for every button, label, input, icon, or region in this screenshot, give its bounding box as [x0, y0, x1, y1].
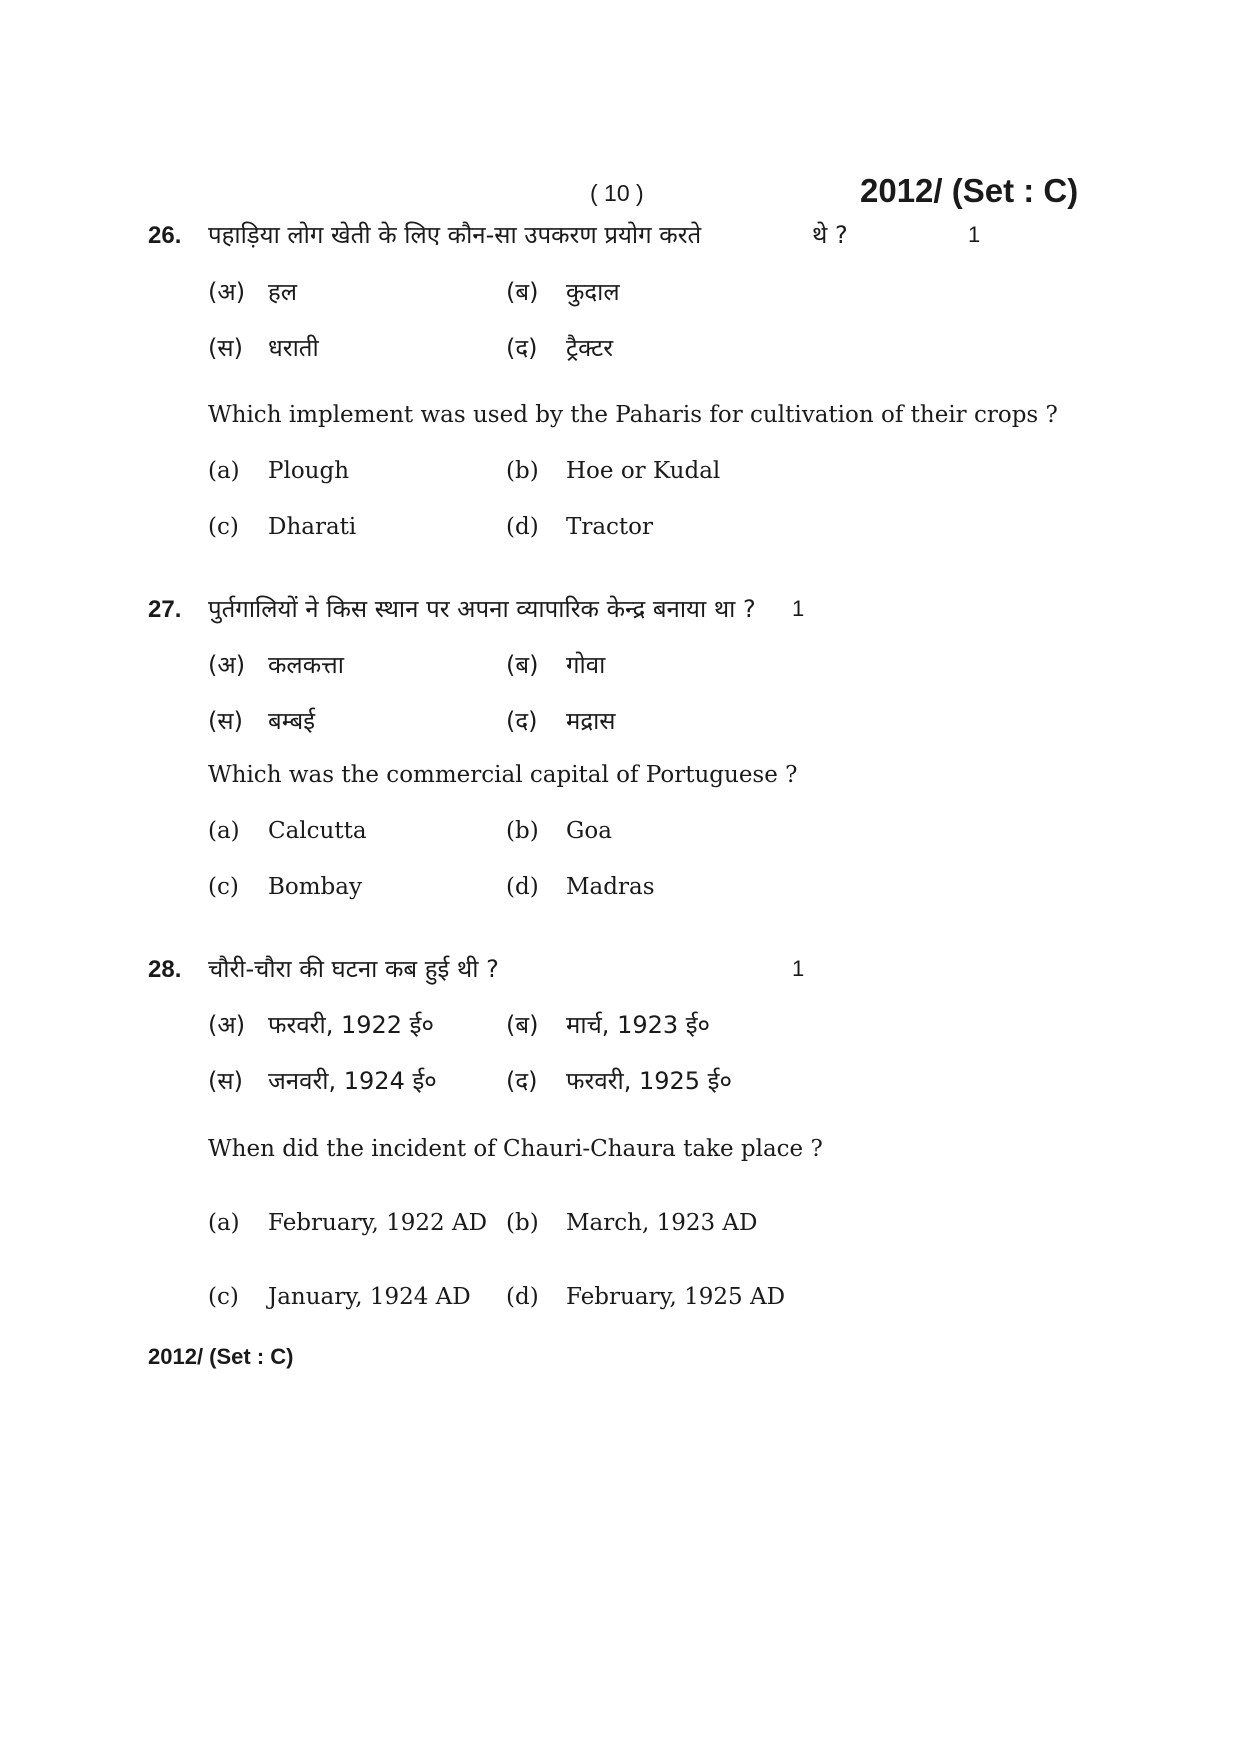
english-option-text: Goa: [566, 818, 612, 844]
hindi-option-text: फरवरी, 1922 ई०: [268, 1011, 434, 1039]
page-number: ( 10 ): [590, 180, 644, 206]
hindi-option-label: (ब): [506, 651, 539, 679]
english-option-label: (c): [208, 874, 239, 900]
english-option-text: January, 1924 AD: [268, 1284, 471, 1310]
hindi-option-label: (स): [208, 707, 243, 735]
hindi-option-text: धराती: [268, 334, 319, 362]
english-option-text: March, 1923 AD: [566, 1210, 758, 1236]
hindi-question-text-end: थे ?: [812, 221, 848, 249]
hindi-option-label: (अ): [208, 1011, 246, 1039]
hindi-option-label: (स): [208, 334, 243, 362]
english-option-label: (c): [208, 514, 239, 540]
hindi-option-label: (स): [208, 1067, 243, 1095]
english-option-text: Bombay: [268, 874, 362, 900]
hindi-option-label: (द): [506, 707, 538, 735]
hindi-option-label: (अ): [208, 651, 246, 679]
hindi-option-text: फरवरी, 1925 ई०: [566, 1067, 732, 1095]
hindi-option-label: (ब): [506, 278, 539, 306]
english-option-label: (a): [208, 1210, 240, 1236]
hindi-option-text: गोवा: [566, 651, 606, 679]
english-option-label: (b): [506, 458, 539, 484]
english-option-text: February, 1925 AD: [566, 1284, 786, 1310]
question-number: 27.: [148, 596, 182, 623]
english-question-text: Which implement was used by the Paharis for cultivation of their crops ?: [208, 402, 1058, 428]
english-option-label: (b): [506, 1210, 539, 1236]
english-option-label: (c): [208, 1284, 239, 1310]
hindi-option-label: (अ): [208, 278, 246, 306]
english-option-label: (d): [506, 514, 539, 540]
english-option-text: February, 1922 AD: [268, 1210, 488, 1236]
english-question-text: Which was the commercial capital of Portuguese ?: [208, 762, 798, 788]
english-option-label: (d): [506, 874, 539, 900]
english-option-text: Plough: [268, 458, 350, 484]
set-code-footer: 2012/ (Set : C): [148, 1344, 294, 1369]
english-option-label: (d): [506, 1284, 539, 1310]
english-option-label: (b): [506, 818, 539, 844]
english-option-label: (a): [208, 458, 240, 484]
english-option-label: (a): [208, 818, 240, 844]
hindi-option-label: (ब): [506, 1011, 539, 1039]
hindi-question-text: पहाड़िया लोग खेती के लिए कौन-सा उपकरण प्रयोग करते: [208, 221, 702, 249]
question-marks: 1: [792, 956, 805, 981]
english-option-text: Madras: [566, 874, 655, 900]
hindi-option-label: (द): [506, 334, 538, 362]
english-option-text: Calcutta: [268, 818, 367, 844]
question-marks: 1: [968, 222, 981, 247]
set-code-header: 2012/ (Set : C): [860, 172, 1079, 209]
hindi-option-text: मद्रास: [566, 707, 616, 735]
hindi-option-text: हल: [268, 278, 298, 306]
english-option-text: Tractor: [566, 514, 654, 540]
hindi-question-text: पुर्तगालियों ने किस स्थान पर अपना व्यापारिक केन्द्र बनाया था ?: [208, 595, 756, 623]
hindi-option-text: जनवरी, 1924 ई०: [268, 1067, 437, 1095]
question-number: 26.: [148, 222, 182, 249]
hindi-question-text: चौरी-चौरा की घटना कब हुई थी ?: [208, 955, 499, 983]
question-marks: 1: [792, 596, 805, 621]
english-question-text: When did the incident of Chauri-Chaura take place ?: [208, 1136, 823, 1162]
hindi-option-text: ट्रैक्टर: [566, 334, 614, 362]
english-option-text: Hoe or Kudal: [566, 458, 721, 484]
hindi-option-text: मार्च, 1923 ई०: [566, 1011, 711, 1039]
english-option-text: Dharati: [268, 514, 357, 540]
question-number: 28.: [148, 956, 182, 983]
hindi-option-text: कलकत्ता: [268, 651, 344, 679]
hindi-option-label: (द): [506, 1067, 538, 1095]
hindi-option-text: कुदाल: [566, 278, 620, 306]
hindi-option-text: बम्बई: [268, 707, 315, 735]
